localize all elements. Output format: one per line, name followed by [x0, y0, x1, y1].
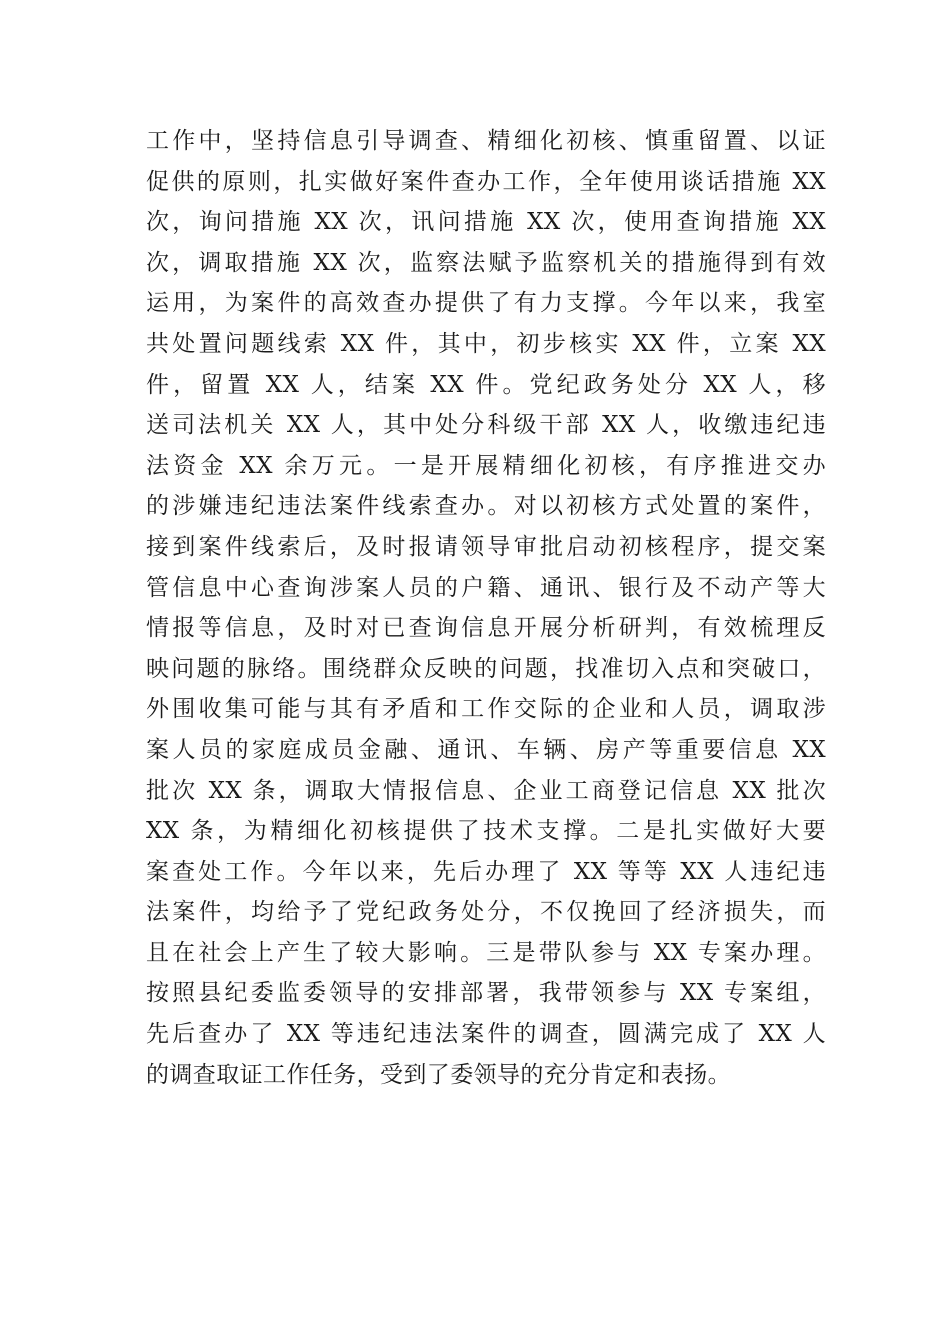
text-line: 映问题的脉络。围绕群众反映的问题，找准切入点和突破口，	[146, 655, 826, 682]
text-line: 的涉嫌违纪违法案件线索查办。对以初核方式处置的案件，	[146, 493, 826, 520]
text-line: 工作中，坚持信息引导调查、精细化初核、慎重留置、以证	[146, 128, 826, 154]
text-line: 送司法机关 XX 人，其中处分科级干部 XX 人，收缴违纪违	[146, 412, 826, 439]
text-line: 情报等信息，及时对已查询信息开展分析研判，有效梳理反	[146, 615, 826, 642]
text-line: 运用，为案件的高效查办提供了有力支撑。今年以来，我室	[146, 290, 826, 317]
text-line: 次，调取措施 XX 次，监察法赋予监察机关的措施得到有效	[146, 249, 826, 276]
text-line-last: 的调查取证工作任务，受到了委领导的充分肯定和表扬。	[146, 1061, 731, 1088]
text-line: 共处置问题线索 XX 件，其中，初步核实 XX 件，立案 XX	[146, 330, 826, 357]
text-line: 管信息中心查询涉案人员的户籍、通讯、银行及不动产等大	[146, 574, 826, 601]
body-paragraph	[146, 121, 826, 1095]
text-line: 促供的原则，扎实做好案件查办工作，全年使用谈话措施 XX	[146, 168, 826, 195]
text-line: 外围收集可能与其有矛盾和工作交际的企业和人员，调取涉	[146, 696, 826, 723]
text-line: 批次 XX 条，调取大情报信息、企业工商登记信息 XX 批次	[146, 777, 826, 804]
text-line: 件，留置 XX 人，结案 XX 件。党纪政务处分 XX 人，移	[146, 371, 826, 398]
text-line: 按照县纪委监委领导的安排部署，我带领参与 XX 专案组，	[146, 980, 826, 1007]
text-line: 接到案件线索后，及时报请领导审批启动初核程序，提交案	[146, 533, 826, 560]
text-line: 案人员的家庭成员金融、通讯、车辆、房产等重要信息 XX	[146, 736, 826, 763]
text-line: 案查处工作。今年以来，先后办理了 XX 等等 XX 人违纪违	[146, 858, 826, 885]
text-line: 法资金 XX 余万元。一是开展精细化初核，有序推进交办	[146, 452, 826, 479]
text-line: 法案件，均给予了党纪政务处分，不仅挽回了经济损失，而	[146, 899, 826, 926]
text-line: 先后查办了 XX 等违纪违法案件的调查，圆满完成了 XX 人	[146, 1021, 826, 1048]
text-line: XX 条，为精细化初核提供了技术支撑。二是扎实做好大要	[146, 818, 826, 845]
text-line: 次，询问措施 XX 次，讯问措施 XX 次，使用查询措施 XX	[146, 209, 826, 236]
text-line: 且在社会上产生了较大影响。三是带队参与 XX 专案办理。	[146, 939, 826, 966]
